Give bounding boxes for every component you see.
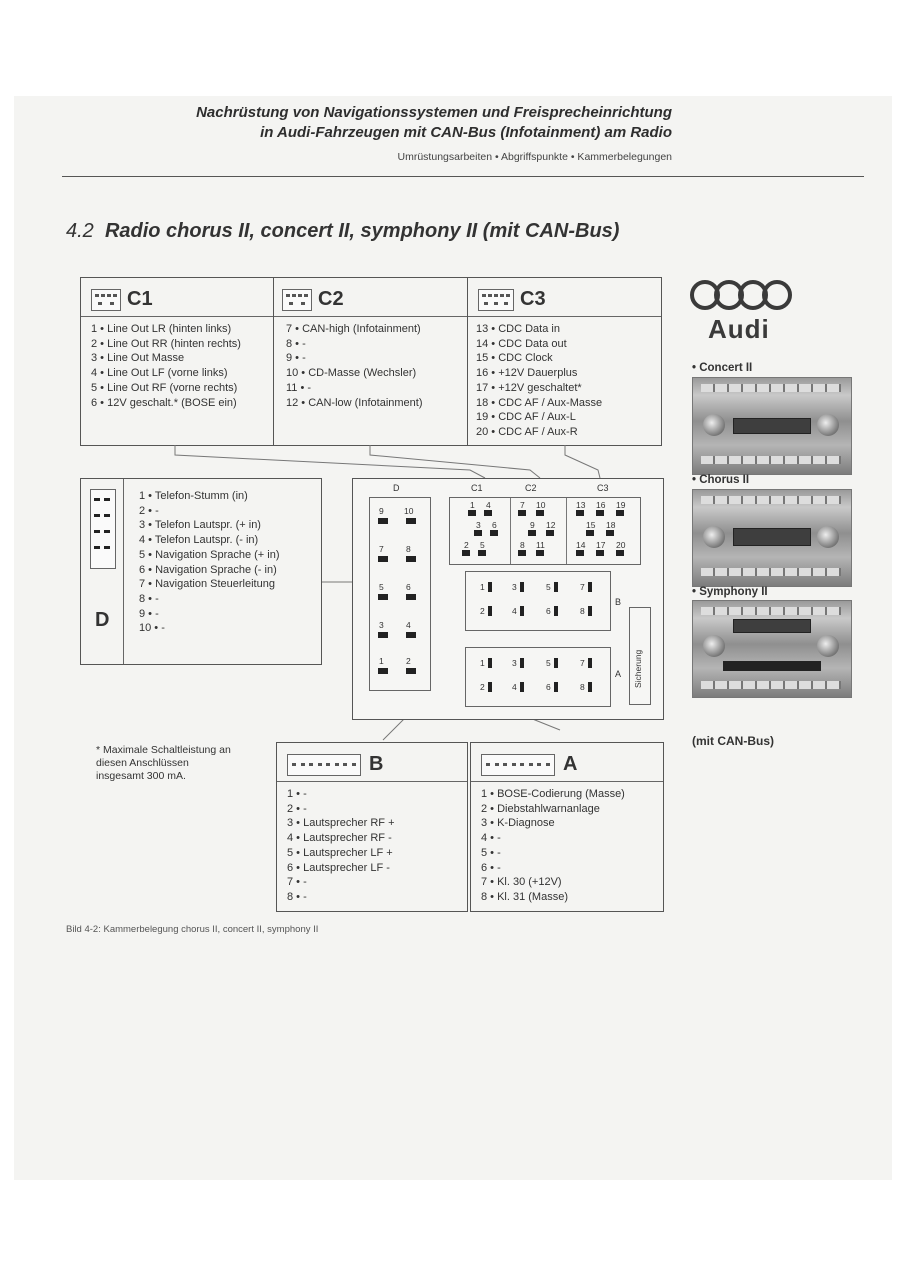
list-item: 8 • Kl. 31 (Masse) xyxy=(481,890,568,903)
list-item: 16 • +12V Dauerplus xyxy=(476,367,578,380)
figure-caption: Bild 4-2: Kammerbelegung chorus II, concert II, symphony II xyxy=(66,924,319,935)
connector-d-box xyxy=(80,478,322,665)
list-item: 6 • - xyxy=(481,861,501,874)
connector-d-name: D xyxy=(95,609,110,631)
list-item: 4 • - xyxy=(481,832,501,845)
list-item: 11 • - xyxy=(286,381,312,394)
list-item: 7 • Navigation Steuerleitung xyxy=(139,578,275,591)
list-item: 3 • Telefon Lautspr. (+ in) xyxy=(139,519,261,532)
diagram-label-c1: C1 xyxy=(471,483,483,493)
diagram-b-block: 1 3 5 7 2 4 6 8 xyxy=(465,571,611,631)
list-item: 10 • CD-Masse (Wechsler) xyxy=(286,367,417,380)
list-item: 2 • Diebstahlwarnanlage xyxy=(481,802,600,815)
list-item: 6 • 12V geschalt.* (BOSE ein) xyxy=(91,396,237,409)
list-item: 20 • CDC AF / Aux-R xyxy=(476,425,578,438)
list-item: 1 • - xyxy=(287,788,307,800)
diagram-label-b: B xyxy=(615,597,622,607)
list-item: 3 • Lautsprecher RF + xyxy=(287,817,395,830)
list-item: 5 • Navigation Sprache (+ in) xyxy=(139,548,280,561)
list-item: 4 • Telefon Lautspr. (- in) xyxy=(139,534,259,547)
diagram-label-a: A xyxy=(615,669,622,679)
diagram-label-c2: C2 xyxy=(525,483,537,493)
list-item: 5 • Lautsprecher LF + xyxy=(287,846,393,859)
diagram-a-block: 1 3 5 7 2 4 6 8 xyxy=(465,647,611,707)
connector-a-name: A xyxy=(563,753,578,775)
photo-label-chorus: • Chorus II xyxy=(692,474,750,486)
list-item: 9 • - xyxy=(139,607,159,620)
list-item: 8 • - xyxy=(287,890,307,903)
list-item: 7 • CAN-high (Infotainment) xyxy=(286,323,421,335)
list-item: 7 • Kl. 30 (+12V) xyxy=(481,876,562,889)
photo-label-concert: • Concert II xyxy=(692,362,753,374)
list-item: 14 • CDC Data out xyxy=(476,337,567,350)
fuse-label: Sicherung xyxy=(633,649,643,688)
list-item: 1 • BOSE-Codierung (Masse) xyxy=(481,788,625,800)
footnote: * Maximale Schaltleistung an diesen Anschlüssen insgesamt 300 mA. xyxy=(96,744,231,782)
chorus-ii-radio-photo xyxy=(692,489,852,587)
section-title: Radio chorus II, concert II, symphony II (mit CAN-Bus) xyxy=(104,220,620,242)
diagram-c-block: 1 4 3 6 2 5 7 10 9 12 8 11 13 16 19 15 18 14 17 20 xyxy=(449,497,641,565)
list-item: 1 • Line Out LR (hinten links) xyxy=(91,323,232,335)
diagram-d-block: 9 10 7 8 5 6 3 4 1 2 xyxy=(369,497,431,691)
concert-ii-radio-photo xyxy=(692,377,852,475)
diagram-label-d: D xyxy=(393,483,400,493)
list-item: 5 • - xyxy=(481,846,501,859)
symphony-ii-radio-photo xyxy=(692,600,852,698)
list-item: 9 • - xyxy=(286,352,306,365)
list-item: 8 • - xyxy=(286,337,306,350)
list-item: 18 • CDC AF / Aux-Masse xyxy=(476,396,603,409)
connector-c2-name: C2 xyxy=(318,288,344,310)
list-item: 2 • - xyxy=(287,802,307,815)
connector-b-icon xyxy=(287,754,361,776)
list-item: 3 • K-Diagnose xyxy=(481,817,555,830)
section-number: 4.2 xyxy=(66,220,94,242)
radio-connector-diagram xyxy=(352,478,664,720)
list-item: 3 • Line Out Masse xyxy=(91,352,185,365)
list-item: 12 • CAN-low (Infotainment) xyxy=(286,396,423,409)
header-line-1: Nachrüstung von Navigationssystemen und Freisprecheinrichtung xyxy=(196,104,672,121)
list-item: 2 • - xyxy=(139,504,159,517)
diagram-label-c3: C3 xyxy=(597,483,609,493)
connector-b-box xyxy=(276,742,468,912)
connector-d-icon xyxy=(90,489,116,569)
list-item: 5 • Line Out RF (vorne rechts) xyxy=(91,381,238,394)
header-line-2: in Audi-Fahrzeugen mit CAN-Bus (Infotainment) am Radio xyxy=(260,124,672,141)
list-item: 15 • CDC Clock xyxy=(476,352,553,365)
list-item: 6 • Navigation Sprache (- in) xyxy=(139,563,277,576)
list-item: 4 • Lautsprecher RF - xyxy=(287,832,392,845)
connector-b-pin-list xyxy=(287,787,395,905)
connector-b-name: B xyxy=(369,753,384,775)
connector-d-pin-list xyxy=(139,489,280,636)
list-item: 8 • - xyxy=(139,592,159,605)
header-line-3: Umrüstungsarbeiten • Abgriffspunkte • Kammerbelegungen xyxy=(397,151,672,163)
list-item: 7 • - xyxy=(287,876,307,889)
list-item: 13 • CDC Data in xyxy=(476,323,560,335)
connector-a-icon xyxy=(481,754,555,776)
list-item: 6 • Lautsprecher LF - xyxy=(287,861,390,874)
list-item: 19 • CDC AF / Aux-L xyxy=(476,411,576,424)
photo-note: (mit CAN-Bus) xyxy=(692,734,774,748)
list-item: 1 • Telefon-Stumm (in) xyxy=(139,490,248,502)
connector-a-pin-list xyxy=(481,787,625,905)
connector-c1-name: C1 xyxy=(127,288,153,310)
connector-c3-name: C3 xyxy=(520,288,546,310)
list-item: 4 • Line Out LF (vorne links) xyxy=(91,367,228,380)
list-item: 2 • Line Out RR (hinten rechts) xyxy=(91,337,241,350)
connector-a-box xyxy=(470,742,664,912)
list-item: 10 • - xyxy=(139,622,165,635)
fuse-slot xyxy=(629,607,651,705)
photo-label-symphony: • Symphony II xyxy=(692,586,768,598)
list-item: 17 • +12V geschaltet* xyxy=(476,381,582,394)
audi-wordmark: Audi xyxy=(708,314,770,344)
